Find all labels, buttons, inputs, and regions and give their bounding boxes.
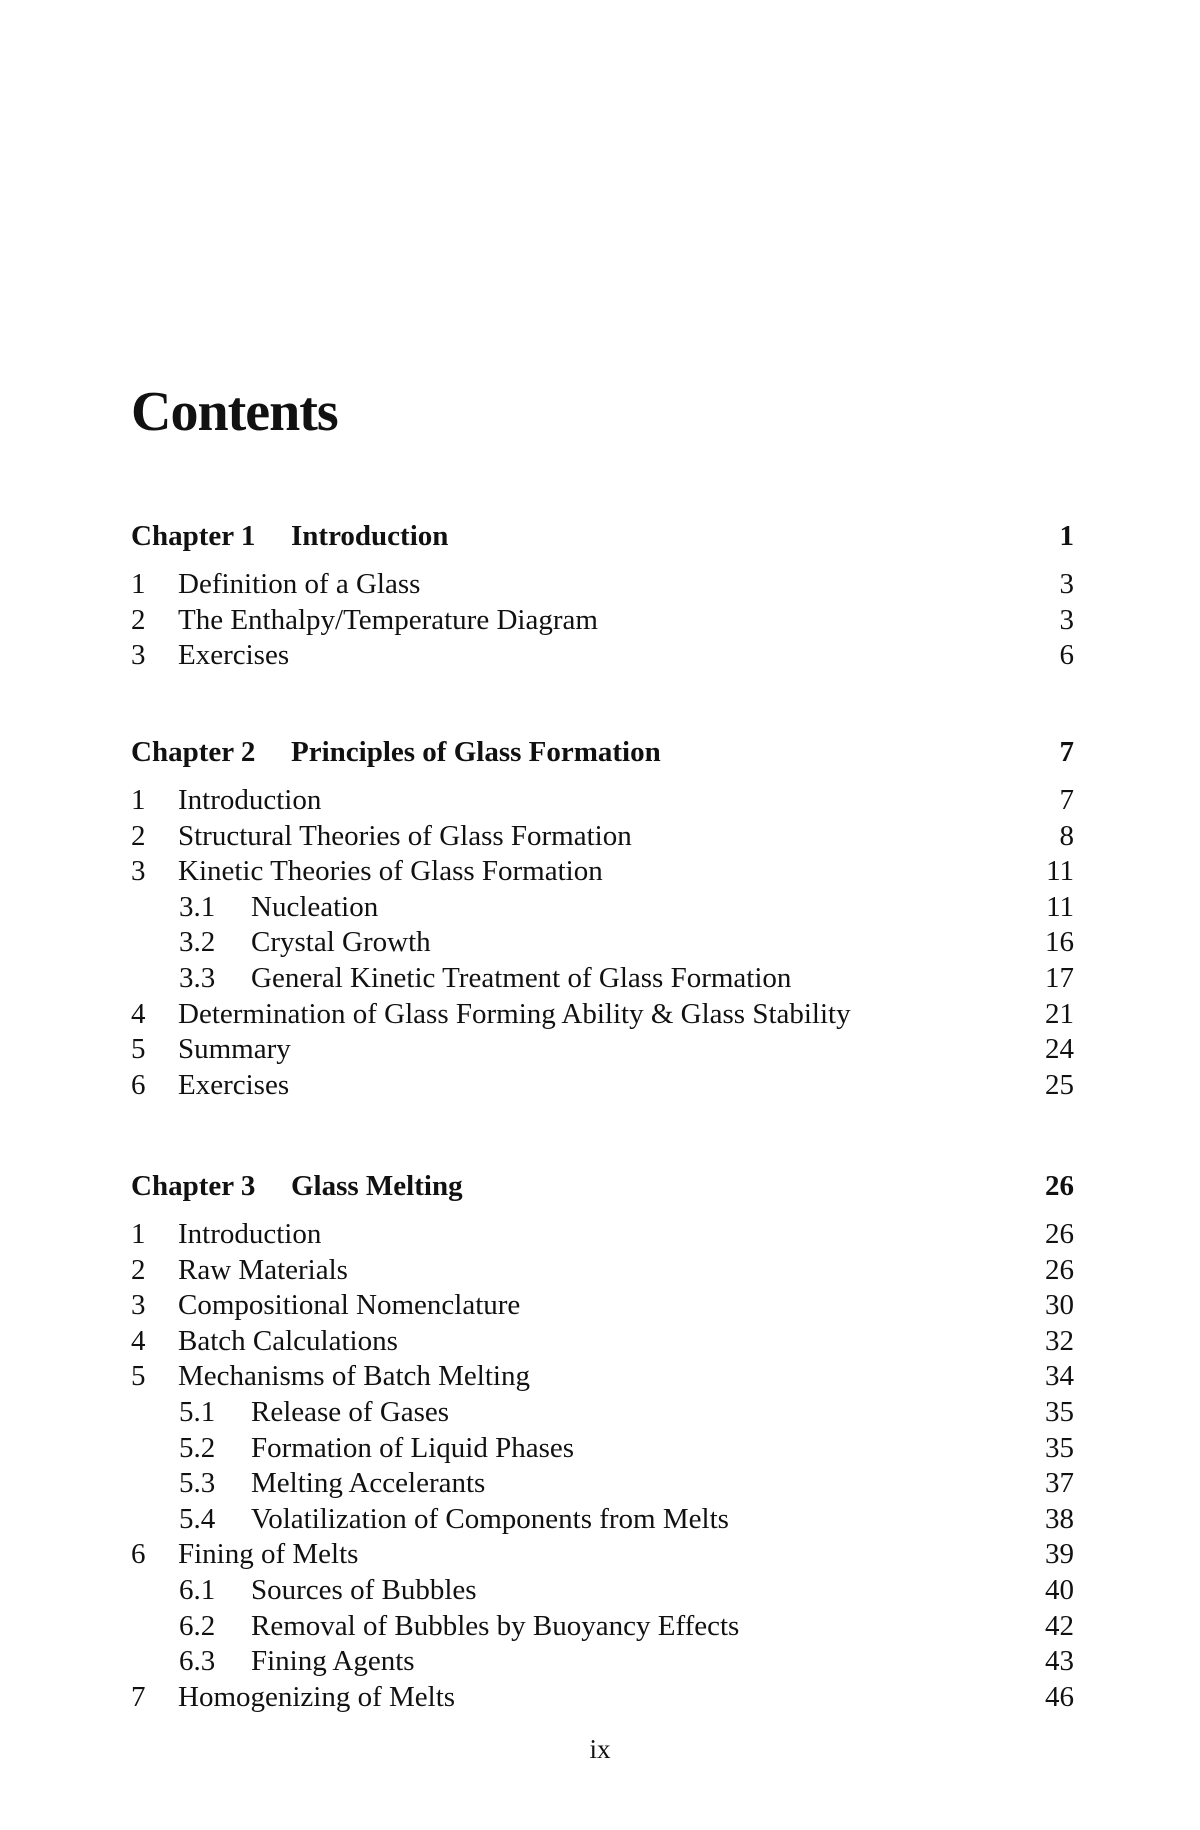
chapter-heading xyxy=(131,1167,1074,1205)
toc-entry xyxy=(131,567,1074,603)
toc-entry xyxy=(131,1288,1074,1324)
subsection-page-number: 38 xyxy=(1045,1502,1074,1535)
section-number: 3 xyxy=(131,1289,146,1322)
toc-entry xyxy=(131,1359,1074,1395)
section-title: Structural Theories of Glass Formation xyxy=(178,819,632,852)
toc-entry xyxy=(131,1068,1074,1104)
chapter-title: Glass Melting xyxy=(291,1170,463,1202)
section-page-number: 21 xyxy=(1045,997,1074,1030)
chapter-title: Principles of Glass Formation xyxy=(291,736,661,768)
section-number: 2 xyxy=(131,603,146,636)
subsection-page-number: 35 xyxy=(1045,1431,1074,1464)
subsection-title: General Kinetic Treatment of Glass Formation xyxy=(251,961,792,994)
section-page-number: 32 xyxy=(1045,1324,1074,1357)
subsection-page-number: 43 xyxy=(1045,1645,1074,1678)
toc-entry xyxy=(131,997,1074,1033)
subsection-number: 5.2 xyxy=(179,1431,216,1464)
subsection-number: 5.1 xyxy=(179,1395,216,1428)
section-title: Introduction xyxy=(178,784,322,816)
toc-subentry xyxy=(131,925,1074,961)
subsection-page-number: 40 xyxy=(1045,1573,1074,1606)
chapter-heading xyxy=(131,517,1074,555)
toc-entry xyxy=(131,603,1074,639)
subsection-number: 6.3 xyxy=(179,1645,216,1678)
chapter-page-number: 1 xyxy=(1059,520,1074,552)
subsection-title: Melting Accelerants xyxy=(251,1467,486,1500)
section-page-number: 46 xyxy=(1045,1680,1074,1713)
section-title: Fining of Melts xyxy=(178,1538,359,1571)
section-number: 3 xyxy=(131,855,146,888)
chapter-page-number: 7 xyxy=(1059,736,1074,768)
section-page-number: 7 xyxy=(1059,784,1074,816)
section-page-number: 26 xyxy=(1045,1218,1074,1250)
section-title: Raw Materials xyxy=(178,1253,348,1286)
section-title: Exercises xyxy=(178,1068,290,1101)
section-page-number: 6 xyxy=(1059,639,1074,672)
section-page-number: 30 xyxy=(1045,1289,1074,1322)
toc-chapter-2 xyxy=(131,733,1074,1103)
chapter-label: Chapter 3 xyxy=(131,1170,256,1202)
section-title: Exercises xyxy=(178,639,290,672)
section-number: 2 xyxy=(131,819,146,852)
toc-entry xyxy=(131,783,1074,819)
section-title: Batch Calculations xyxy=(178,1324,398,1357)
section-title: The Enthalpy/Temperature Diagram xyxy=(178,603,598,636)
section-page-number: 39 xyxy=(1045,1538,1074,1571)
toc-subentry xyxy=(131,1395,1074,1431)
subsection-page-number: 16 xyxy=(1045,926,1074,959)
subsection-title: Release of Gases xyxy=(251,1395,450,1428)
section-number: 1 xyxy=(131,568,146,600)
section-number: 4 xyxy=(131,997,146,1030)
section-page-number: 11 xyxy=(1046,855,1074,888)
subsection-number: 6.2 xyxy=(179,1609,216,1642)
subsection-page-number: 42 xyxy=(1045,1609,1074,1642)
toc-subentry xyxy=(131,1609,1074,1645)
section-number: 6 xyxy=(131,1068,146,1101)
toc-chapter-3 xyxy=(131,1167,1074,1715)
subsection-number: 5.3 xyxy=(179,1467,216,1500)
section-title: Mechanisms of Batch Melting xyxy=(178,1360,530,1393)
section-number: 7 xyxy=(131,1680,146,1713)
section-page-number: 3 xyxy=(1059,568,1074,600)
toc-subentry xyxy=(131,1466,1074,1502)
section-page-number: 34 xyxy=(1045,1360,1074,1393)
toc-subentry xyxy=(131,1573,1074,1609)
subsection-title: Formation of Liquid Phases xyxy=(251,1431,575,1464)
subsection-number: 3.1 xyxy=(179,890,216,923)
toc-entry xyxy=(131,854,1074,890)
chapter-page-number: 26 xyxy=(1045,1170,1074,1202)
section-number: 5 xyxy=(131,1360,146,1393)
subsection-number: 3.3 xyxy=(179,961,216,994)
section-title: Summary xyxy=(178,1033,291,1066)
section-page-number: 3 xyxy=(1059,603,1074,636)
section-number: 1 xyxy=(131,784,146,816)
section-page-number: 26 xyxy=(1045,1253,1074,1286)
section-title: Homogenizing of Melts xyxy=(178,1680,456,1713)
toc-subentry xyxy=(131,1502,1074,1538)
section-number: 1 xyxy=(131,1218,146,1250)
section-title: Determination of Glass Forming Ability & Glass Stability xyxy=(178,997,851,1030)
subsection-number: 6.1 xyxy=(179,1573,216,1606)
section-number: 2 xyxy=(131,1253,146,1286)
toc-chapter-1 xyxy=(131,517,1074,674)
toc-entry xyxy=(131,1324,1074,1360)
subsection-page-number: 37 xyxy=(1045,1467,1074,1500)
subsection-title: Crystal Growth xyxy=(251,926,431,959)
chapter-heading xyxy=(131,733,1074,771)
subsection-page-number: 17 xyxy=(1045,961,1074,994)
toc-subentry xyxy=(131,1644,1074,1680)
section-page-number: 25 xyxy=(1045,1068,1074,1101)
section-title: Introduction xyxy=(178,1218,322,1250)
folio-page-number: ix xyxy=(589,1734,611,1764)
toc-entry xyxy=(131,1253,1074,1289)
section-number: 3 xyxy=(131,639,146,672)
section-title: Definition of a Glass xyxy=(178,568,421,600)
chapter-title: Introduction xyxy=(291,520,449,552)
chapter-label: Chapter 1 xyxy=(131,520,256,552)
section-page-number: 8 xyxy=(1059,819,1074,852)
subsection-title: Fining Agents xyxy=(251,1645,415,1678)
subsection-title: Nucleation xyxy=(251,890,379,923)
toc-entry xyxy=(131,638,1074,674)
toc-subentry xyxy=(131,890,1074,926)
toc-subentry xyxy=(131,1431,1074,1467)
subsection-title: Sources of Bubbles xyxy=(251,1573,477,1606)
subsection-page-number: 11 xyxy=(1046,890,1074,923)
section-page-number: 24 xyxy=(1045,1033,1074,1066)
section-number: 4 xyxy=(131,1324,146,1357)
toc-entry xyxy=(131,1680,1074,1716)
section-title: Kinetic Theories of Glass Formation xyxy=(178,855,603,888)
toc-entry xyxy=(131,1032,1074,1068)
chapter-label: Chapter 2 xyxy=(131,736,256,768)
subsection-title: Volatilization of Components from Melts xyxy=(251,1502,729,1535)
page-title: Contents xyxy=(131,381,338,443)
toc-entry xyxy=(131,1217,1074,1253)
toc-entry xyxy=(131,1537,1074,1573)
toc-subentry xyxy=(131,961,1074,997)
subsection-number: 5.4 xyxy=(179,1502,216,1535)
toc-entry xyxy=(131,819,1074,855)
subsection-number: 3.2 xyxy=(179,926,216,959)
subsection-page-number: 35 xyxy=(1045,1395,1074,1428)
section-number: 6 xyxy=(131,1538,146,1571)
subsection-title: Removal of Bubbles by Buoyancy Effects xyxy=(251,1609,740,1642)
section-title: Compositional Nomenclature xyxy=(178,1289,521,1322)
section-number: 5 xyxy=(131,1033,146,1066)
